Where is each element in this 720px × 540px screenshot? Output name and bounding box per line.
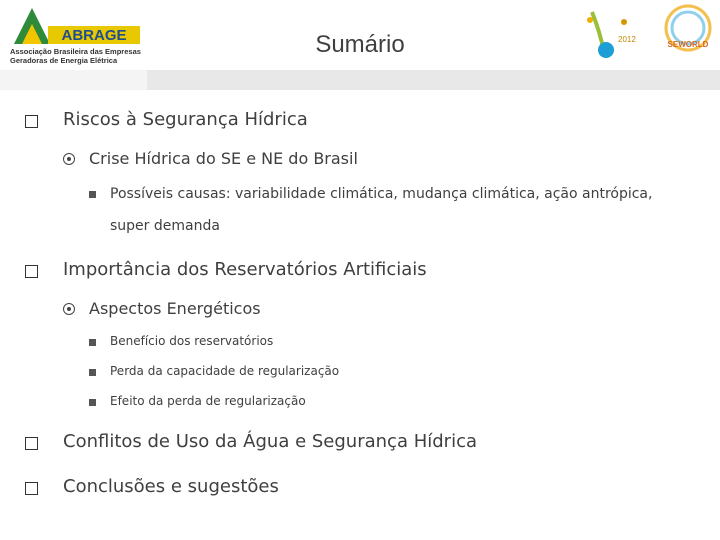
square-filled-bullet-icon [89, 399, 96, 406]
outline-item-2-point-2: Perda da capacidade de regularização [110, 364, 340, 378]
outline-item-2-point-3: Efeito da perda de regularização [110, 394, 306, 408]
abrage-logo-line1: Associação Brasileira das Empresas [10, 47, 141, 56]
outline-item-1-sub-1: Crise Hídrica do SE e NE do Brasil [89, 149, 358, 168]
square-filled-bullet-icon [89, 339, 96, 346]
abrage-logo-line2: Geradoras de Energia Elétrica [10, 56, 118, 65]
slide-header [0, 0, 720, 90]
circle-bullet-icon [63, 153, 75, 165]
square-bullet-icon [25, 482, 38, 495]
outline-item-1-sub-1-line-1: Possíveis causas: variabilidade climática, mudança climática, ação antrópica, [110, 186, 653, 202]
outline-item-1-sub-1-line-2: super demanda [110, 218, 220, 234]
square-filled-bullet-icon [89, 191, 96, 198]
square-filled-bullet-icon [89, 369, 96, 376]
circle-bullet-icon [63, 303, 75, 315]
outline-item-2-sub-1: Aspectos Energéticos [89, 299, 261, 318]
header-bar-left [0, 70, 147, 90]
square-bullet-icon [25, 265, 38, 278]
outline-item-2: Importância dos Reservatórios Artificiais [63, 259, 427, 280]
outline-item-1: Riscos à Segurança Hídrica [63, 109, 308, 130]
outline-item-3: Conflitos de Uso da Água e Segurança Hídrica [63, 431, 477, 452]
square-bullet-icon [25, 437, 38, 450]
outline-item-4: Conclusões e sugestões [63, 476, 279, 497]
abrage-logo-name: ABRAGE [61, 27, 127, 44]
event-logo-name: SEWORLD [667, 40, 709, 49]
event-logo-year: 2012 [618, 35, 636, 44]
header-bar [147, 70, 720, 90]
square-bullet-icon [25, 115, 38, 128]
page-title: Sumário [315, 31, 405, 58]
outline-item-2-point-1: Benefício dos reservatórios [110, 334, 274, 348]
